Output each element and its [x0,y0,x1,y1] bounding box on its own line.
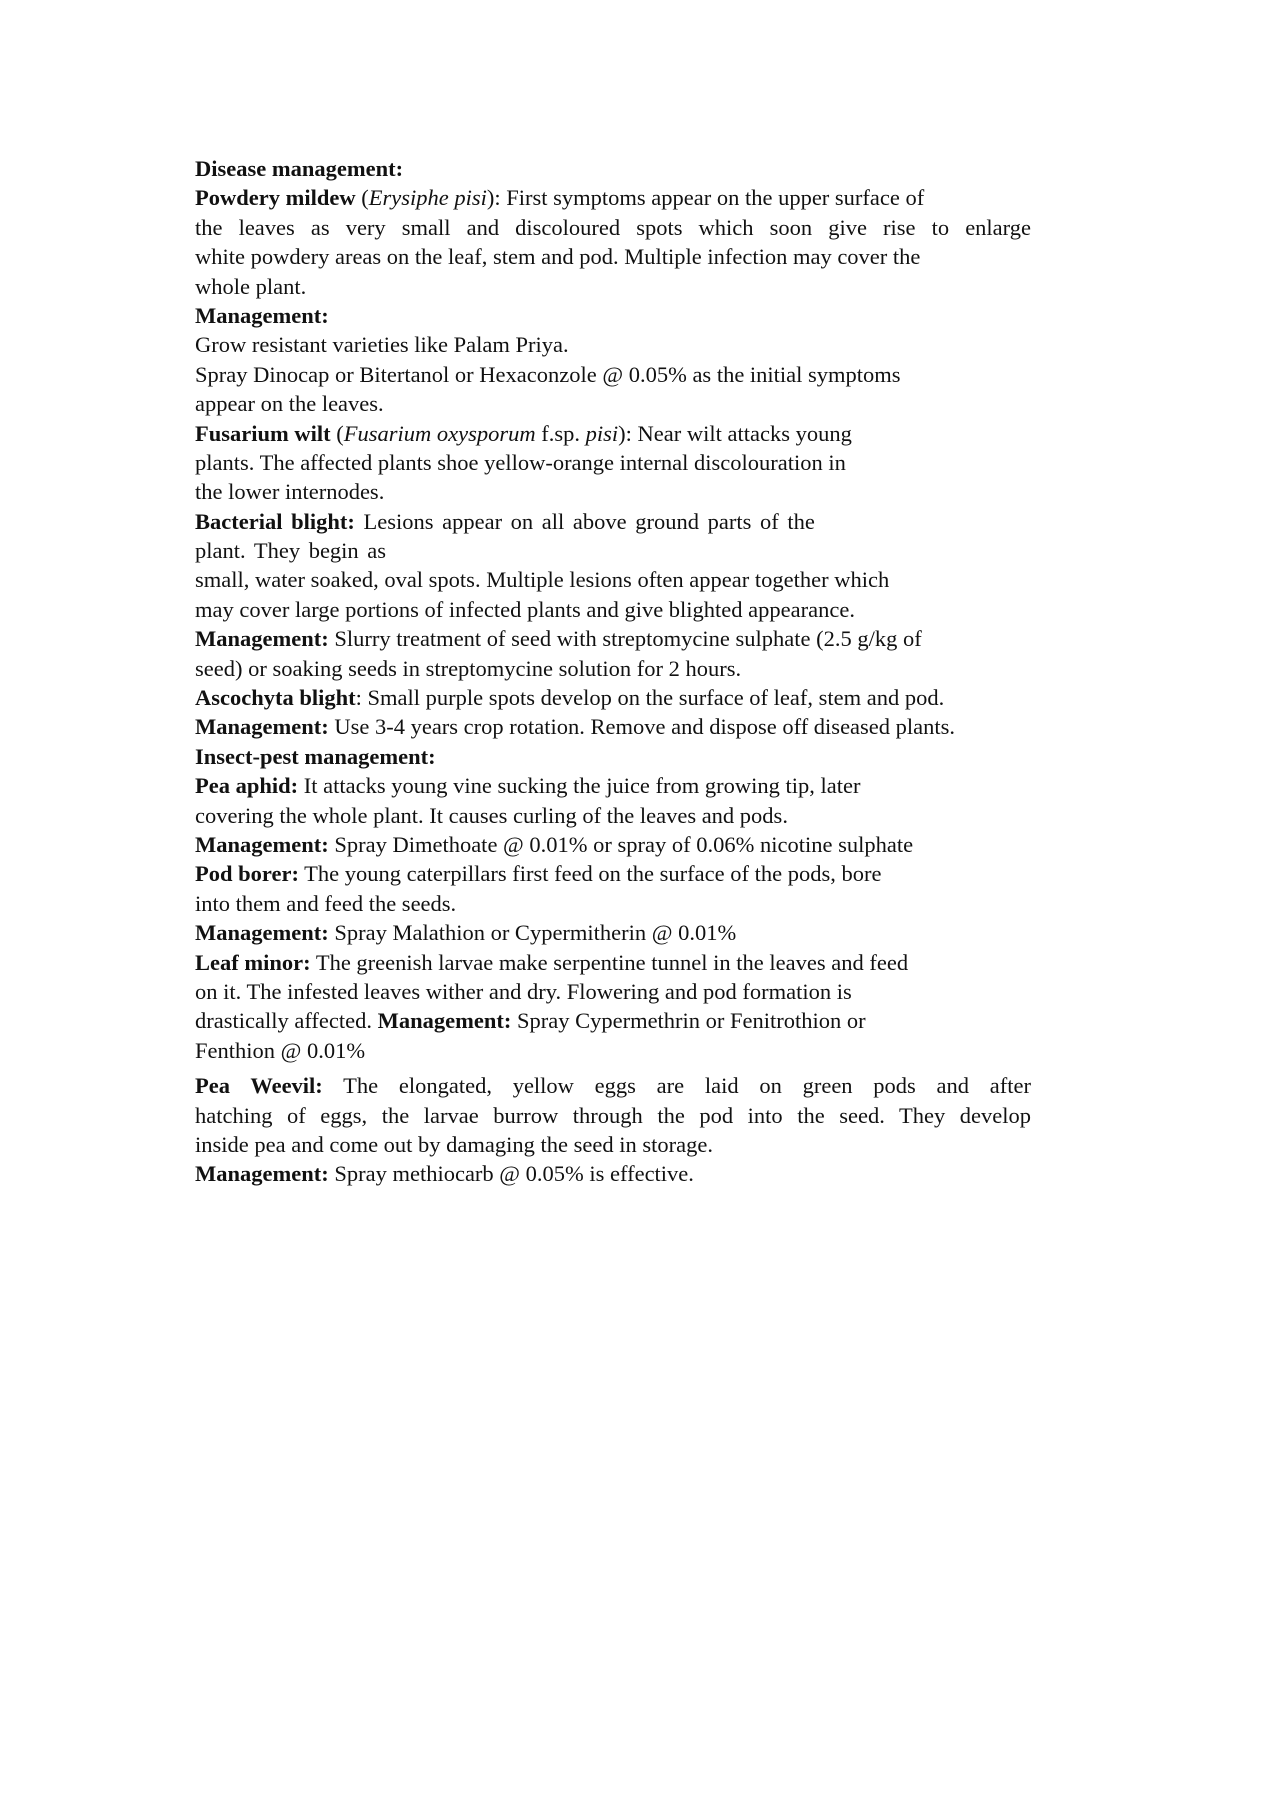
bacterial-blight-management-line-2: seed) or soaking seeds in streptomycine solution for 2 hours. [195,655,742,681]
section-heading-disease-management: Disease management: [195,156,404,181]
leaf-minor-management-label: Management: [377,1008,512,1034]
pod-borer-line-2: into them and feed the seeds. [195,890,457,916]
leaf-minor-line-4: Fenthion @ 0.01% [195,1037,366,1063]
pea-aphid-management-label: Management: [195,831,329,857]
pea-aphid-line-1: Pea aphid: It attacks young vine sucking the juice from growing tip, later [195,773,861,799]
management-heading: Management: [195,302,329,328]
leaf-minor-label: Leaf minor: [195,949,311,975]
section-heading-insect-pest-management: Insect-pest management: [195,743,436,769]
pea-aphid-management-line: Management: Spray Dimethoate @ 0.01% or spray of 0.06% nicotine sulphate [195,831,914,857]
pea-weevil-management-label: Management: [195,1161,329,1187]
powdery-mildew-line-1: Powdery mildew (Erysiphe pisi): First symptoms appear on the upper surface of [195,185,925,211]
pod-borer-management-label: Management: [195,920,329,946]
bacterial-blight-line-2: plant. They begin as [195,538,387,564]
powdery-mildew-line-2: the leaves as very small and discoloured spots which soon give rise to enlarge [195,214,1031,240]
fusarium-wilt-label: Fusarium wilt [195,420,331,446]
powdery-mildew-line-3: white powdery areas on the leaf, stem and pod. Multiple infection may cover the [195,244,921,270]
fusarium-pathogen: Fusarium oxysporum [343,420,536,446]
powdery-mildew-label: Powdery mildew [195,185,356,211]
pea-weevil-line-3: inside pea and come out by damaging the seed in storage. [195,1131,713,1157]
pod-borer-line-1: Pod borer: The young caterpillars first feed on the surface of the pods, bore [195,861,882,887]
leaf-minor-line-3: drastically affected. Management: Spray Cypermethrin or Fenitrothion or [195,1008,866,1034]
bacterial-blight-line-3: small, water soaked, oval spots. Multiple lesions often appear together which [195,567,890,593]
pea-weevil-label: Pea Weevil: [195,1073,323,1099]
pea-weevil-line-1: Pea Weevil: The elongated, yellow eggs are laid on green pods and after [195,1073,1031,1099]
powdery-mildew-line-4: whole plant. [195,273,307,299]
ascochyta-blight-label: Ascochyta blight [195,685,356,711]
ascochyta-blight-line: Ascochyta blight: Small purple spots develop on the surface of leaf, stem and pod. [195,685,945,711]
pea-aphid-line-2: covering the whole plant. It causes curling of the leaves and pods. [195,802,788,828]
fusarium-wilt-line-1: Fusarium wilt (Fusarium oxysporum f.sp. pisi): Near wilt attacks young [195,420,852,446]
bacterial-blight-management-label: Management: [195,626,329,652]
powdery-management-line-3: appear on the leaves. [195,391,384,417]
fusarium-pathogen-species: pisi [585,420,619,446]
powdery-management-line-2: Spray Dinocap or Bitertanol or Hexaconzole @ 0.05% as the initial symptoms [195,361,901,387]
pea-weevil-management-line: Management: Spray methiocarb @ 0.05% is effective. [195,1161,694,1187]
ascochyta-management-line: Management: Use 3-4 years crop rotation. Remove and dispose off diseased plants. [195,714,956,740]
pea-aphid-label: Pea aphid: [195,773,299,799]
pea-weevil-line-2: hatching of eggs, the larvae burrow through the pod into the seed. They develop [195,1102,1031,1128]
bacterial-blight-management-line-1: Management: Slurry treatment of seed with streptomycine sulphate (2.5 g/kg of [195,626,922,652]
bacterial-blight-label: Bacterial blight: [195,508,355,534]
pod-borer-management-line: Management: Spray Malathion or Cypermitherin @ 0.01% [195,920,737,946]
ascochyta-management-label: Management: [195,714,329,740]
powdery-mildew-pathogen: Erysiphe pisi [368,185,487,211]
document-body [195,154,1075,1189]
leaf-minor-line-2: on it. The infested leaves wither and dry. Flowering and pod formation is [195,978,852,1004]
fusarium-wilt-line-2: plants. The affected plants shoe yellow-orange internal discolouration in [195,449,846,475]
leaf-minor-line-1: Leaf minor: The greenish larvae make serpentine tunnel in the leaves and feed [195,949,909,975]
fusarium-wilt-line-3: the lower internodes. [195,479,385,505]
powdery-management-line-1: Grow resistant varieties like Palam Priya. [195,332,569,358]
bacterial-blight-line-1: Bacterial blight: Lesions appear on all above ground parts of the [195,508,815,534]
pod-borer-label: Pod borer: [195,861,299,887]
bacterial-blight-line-4: may cover large portions of infected plants and give blighted appearance. [195,596,855,622]
